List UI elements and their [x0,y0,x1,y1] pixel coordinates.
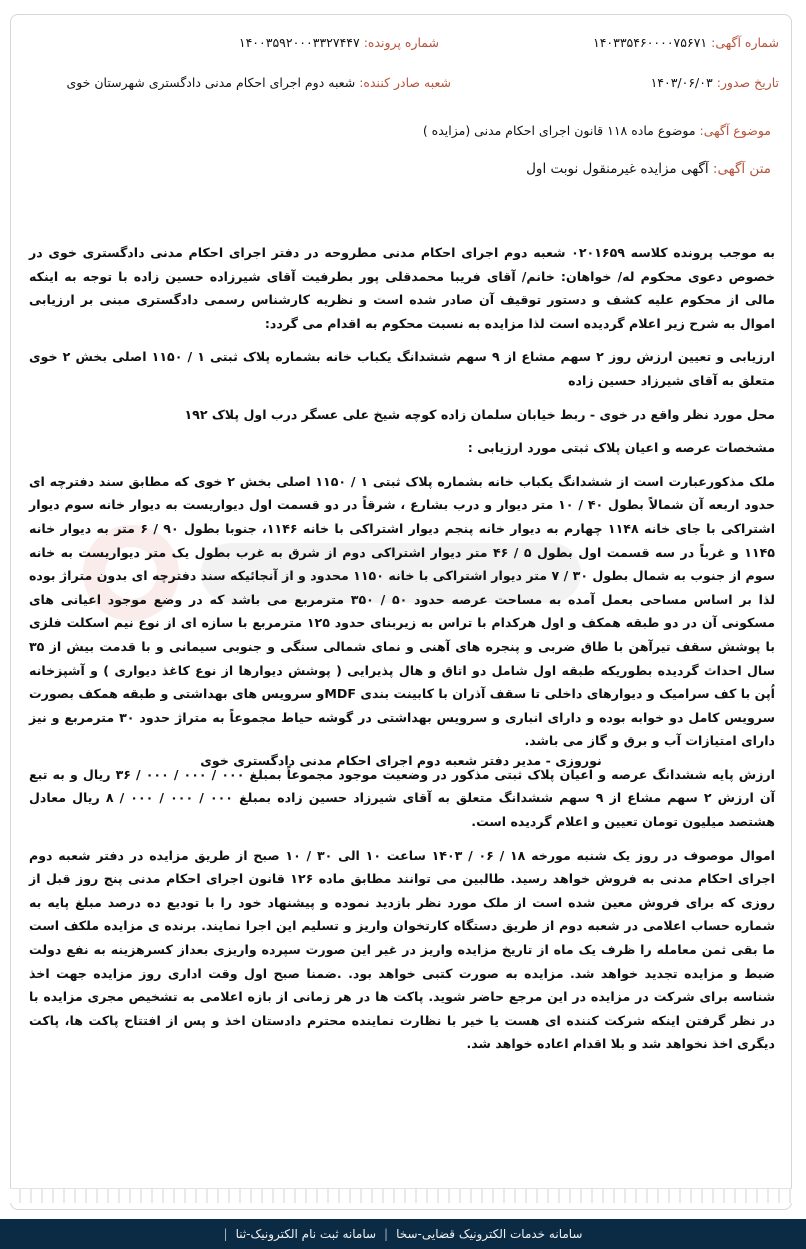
text-title-row [526,161,771,177]
torn-edge-divider [10,1188,792,1203]
case-number-label: شماره پرونده: [363,35,439,50]
paragraph-valuation-subject: ارزیابی و تعیین ارزش روز ۲ سهم مشاع از ۹ سهم ششدانگ یکباب خانه بشماره پلاک ثبتی ۱ / ۱۱۵۰ اصلی بخش ۲ خوی متعلق به آقای شیرزاد حسین زاده [29,349,775,388]
subject-row [423,123,771,138]
footer-bar [0,1219,806,1249]
text-title-label: متن آگهی: [712,161,771,177]
paragraph-auction-terms: اموال موصوف در روز یک شنبه مورخه ۱۸ / ۰۶ / ۱۴۰۳ ساعت ۱۰ الی ۳۰ / ۱۰ صبح از طریق مزایده در دفتر شعبه دوم اجرای احکام مدنی به فروش خواهد رسید. طالبین می توانند مطابق ماده ۱۲۶ قانون اجرای احکام مدنی پنج روز قبل از روزی که برای فروش معین شده است از ملک مورد نظر بازدید نموده و پیشنهاد خود را با تودیع ده درصد مبلغ پایه به شماره حساب اعلامی در شعبه دوم از طریق دستگاه کارتخوان واریز و تسلیم این اجرا نمایند. برنده ی مزایده ملکف است ما بقی ثمن معامله را ظرف یک ماه از تاریخ مزایده واریز در غیر این صورت سپرده واریزی بعداز کسرهزینه به نفع دولت ضبط و مزایده تجدید خواهد شد. مزایده به صورت کتبی خواهد بود. .ضمنا صبح اول وقت اداری روز مزایده جهت اخذ شناسه برای شرکت در مزایده در این مرجع حاضر شوید. پاکت ها در هر زمانی از بازه اعلامی به تشخیص مجری مزایده با در نظر گرفتن اینکه شرکت کننده ای هست یا خیر با نظارت نماینده محترم دادستان اخذ و پس از افتتاح پاکت ها، پاکت دیگری اخذ نخواهد شد و بلا اقدام اعاده خواهد شد. [29,847,776,1052]
footer-separator: | [384,1227,389,1241]
footer-link-sana[interactable]: سامانه ثبت نام الکترونیک-ثنا [235,1227,377,1241]
subject-label: موضوع آگهی: [699,123,771,138]
case-number-value: ۱۴۰۰۳۵۹۲۰۰۰۳۳۲۷۴۴۷ [238,35,360,50]
case-number-row [239,35,439,50]
text-title-value: آگهی مزایده غیرمنقول نوبت اول [526,161,709,177]
document-page [10,14,792,1210]
subject-value: موضوع ماده ۱۱۸ قانون اجرای احکام مدنی (مزایده ) [422,123,696,138]
paragraph-location: محل مورد نظر واقع در خوی - ربط خیابان سلمان زاده کوچه شیخ علی عسگر درب اول پلاک ۱۹۲ [184,406,775,422]
ad-number-row [593,35,779,50]
footer-separator-end: | [223,1227,228,1241]
paragraph-specs-heading: مشخصات عرصه و اعیان پلاک ثبتی مورد ارزیابی : [467,440,775,456]
footer-link-sakha[interactable]: سامانه خدمات الکترونیک قضایی-سخا [396,1227,583,1241]
issue-date-value: ۱۴۰۳/۰۶/۰۳ [650,75,713,90]
paragraph-base-value: ارزش پایه ششدانگ عرصه و اعیان پلاک ثبتی مذکور در وضعیت موجود مجموعاً بمبلغ ۰۰۰ / ۰۰۰ / ۰۰۰ / ۳۶ ریال و به تبع آن ارزش ۲ سهم مشاع از ۹ سهم ششدانگ متعلق به آقای شیرزاد حسین زاده بمبلغ ۰۰۰ / ۰۰۰ / ۰۰۰ / ۸ ریال معادل هشتصد میلیون تومان تعیین و اعلام گردیده است. [29,766,775,830]
issuer-value: شعبه دوم اجرای احکام مدنی دادگستری شهرستان خوی [66,75,356,90]
paragraph-property-description: ملک مذکورعبارت است از ششدانگ یکباب خانه بشماره پلاک ثبتی ۱ / ۱۱۵۰ اصلی بخش ۲ خوی که مطابق سند دفترچه ای حدود اربعه آن شمالاً بطول ۴۰ / ۱۰ متر دیوار و درب بشارع ، شرقاً در دو قسمت اول دیواریست به دیوار خانه سوم دیوار اشتراکی با جای خانه ۱۱۴۸ چهارم به دیوار خانه پنجم دیوار اشتراکی با خانه ۱۱۴۶، جنوبا بطول ۹۰ / ۶ متر به دیوار خانه ۱۱۴۵ و غرباً در سه قسمت اول بطول ۵ / ۴۶ متر دیوار اشتراکی دوم از شرق به غرب بطول یک متر دیواریست به خانه سوم از جنوب به شمال بطول ۳۰ / ۷ متر دیوار اشتراکی با خانه ۱۱۵۰ محدود و از آنجائیکه سند دفترچه ای بدون متراژ بوده لذا بر اساس مساحی بعمل آمده به مساحت عرصه حدود ۵۰ / ۳۵۰ مترمربع می باشد که در وضع موجود اعیانی های مسکونی آن در دو طبقه همکف و اول هرکدام با تراس به زیربنای حدود ۱۲۵ مترمربع با سازه ای از نوع نیم اسکلت فلزی با پوشش سقف تیرآهن با طاق ضربی و پنجره های آهنی و نمای شمالی سنگی و جنوبی سیمانی و با قدمت بیش از ۳۵ سال احداث گردیده بطوریکه طبقه اول شامل دو اتاق و هال پذیرایی ( پوشش دیوارها از نوع کاغذ دیواری ) و آشپزخانه اُپن با کف سرامیک و دیوارهای داخلی تا سقف آذران با کابینت بندی MDFو سرویس های بهداشتی و طبقه همکف بصورت سرویس کامل دو خوابه بوده و دارای انباری و سرویس بهداشتی در گوشه حیاط مجموعاً به متراژ حدود ۳۰ مترمربع و نیز دارای امتیازات آب و برق و گاز می باشد. [29,473,776,749]
ad-number-value: ۱۴۰۳۳۵۴۶۰۰۰۰۷۵۶۷۱ [592,35,708,50]
signature: نوروزی - مدیر دفتر شعبه دوم اجرای احکام مدنی دادگستری خوی [200,753,602,768]
issuer-row [66,75,451,90]
issue-date-row [651,75,779,90]
paragraph-intro: به موجب پرونده کلاسه ۰۲۰۱۶۵۹ شعبه دوم اجرای احکام مدنی مطروحه در دفتر اجرای احکام مدنی دادگستری خوی در خصوص دعوی محکوم له/ خواهان: خانم/ آقای فریبا محمدقلی پور بطرفیت آقای شیرزاده حسین زاده با توجه به اینکه مالی از محکوم علیه کشف و دستور توقیف آن صادر شده است و نظریه کارشناس رسمی دادگستری مبنی بر ارزیابی اموال به شرح زیر اعلام گردیده است لذا مزایده به نسبت محکوم به اقدام می گردد: [29,245,775,331]
ad-number-label: شماره آگهی: [711,35,779,50]
notice-body [29,241,775,1066]
issue-date-label: تاریخ صدور: [716,75,779,90]
issuer-label: شعبه صادر کننده: [359,75,451,90]
